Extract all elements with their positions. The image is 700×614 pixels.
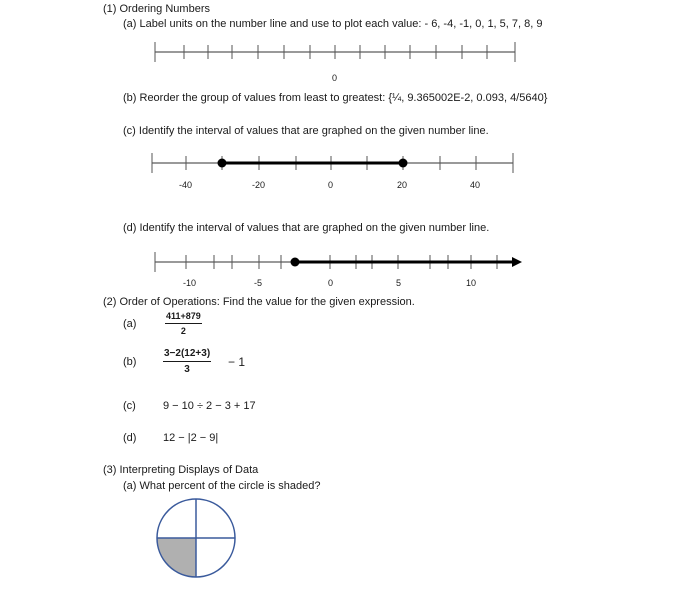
expr-b-denominator: 3 <box>184 364 190 375</box>
expr-b-numerator: 3−2(12+3) <box>163 349 211 362</box>
expr-a-label: (a) <box>123 318 137 330</box>
number-line-d-tick-label: 5 <box>396 278 402 288</box>
number-line-c-tick-label: -40 <box>179 180 193 190</box>
expr-d: 12 − |2 − 9| <box>163 432 219 444</box>
section2-heading: (2) Order of Operations: Find the value for the given expression. <box>103 296 415 308</box>
expr-a-numerator: 411+879 <box>165 312 202 324</box>
number-line-c-tick-label: 20 <box>397 180 408 190</box>
expr-c: 9 − 10 ÷ 2 − 3 + 17 <box>163 400 256 412</box>
expr-b-label: (b) <box>123 356 137 368</box>
part-a-prompt: (a) Label units on the number line and use to plot each value: - 6, -4, -1, 0, 1, 5, 7, 8, 9 <box>123 18 543 30</box>
expr-a-denominator: 2 <box>180 326 186 336</box>
expr-b-suffix: − 1 <box>228 355 246 369</box>
part-d-prompt: (d) Identify the interval of values that are graphed on the given number line. <box>123 222 490 234</box>
expr-c-label: (c) <box>123 400 136 412</box>
number-line-d-tick-label: 0 <box>328 278 334 288</box>
number-line-d-tick-label: 10 <box>466 278 477 288</box>
part-b-prompt: (b) Reorder the group of values from least to greatest: {¼, 9.365002E-2, 0.093, 4/5640} <box>123 92 548 104</box>
section3-heading: (3) Interpreting Displays of Data <box>103 464 259 476</box>
number-line-a-zero-label: 0 <box>332 73 338 83</box>
number-line-d-tick-label: -5 <box>254 278 263 288</box>
number-line-c-tick-label: 0 <box>328 180 334 190</box>
number-line-c-tick-label: 40 <box>470 180 481 190</box>
section1-heading: (1) Ordering Numbers <box>103 3 210 15</box>
number-line-c-tick-label: -20 <box>252 180 266 190</box>
part-c-prompt: (c) Identify the interval of values that are graphed on the given number line. <box>123 125 489 137</box>
section3-a-prompt: (a) What percent of the circle is shaded? <box>123 480 321 492</box>
expr-d-label: (d) <box>123 432 137 444</box>
number-line-d-tick-label: -10 <box>183 278 197 288</box>
